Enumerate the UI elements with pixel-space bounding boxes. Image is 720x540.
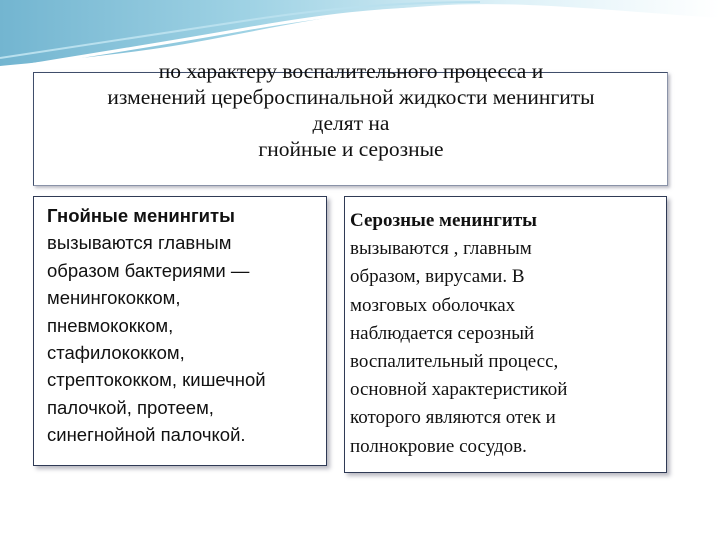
card-line: синегнойной палочкой. bbox=[47, 424, 246, 446]
card-line: палочкой, протеем, bbox=[47, 396, 214, 418]
card-line: стрептококком, кишечной bbox=[47, 369, 266, 391]
card-title: Серозные менингиты bbox=[350, 210, 538, 231]
card-line: стафилококком, bbox=[47, 342, 185, 364]
purulent-meningitis-text bbox=[47, 202, 332, 449]
heading bbox=[27, 58, 675, 162]
heading-line-1: по характеру воспалительного процесса и bbox=[158, 59, 544, 83]
card-title: Гнойные менингиты bbox=[47, 205, 235, 226]
card-line: которого являются отек и bbox=[350, 407, 556, 429]
card-line: полнокровие сосудов. bbox=[350, 435, 527, 457]
card-line: воспалительный процесс, bbox=[350, 351, 559, 373]
card-line: вызываются , главным bbox=[350, 238, 532, 260]
card-line: менингококком, bbox=[47, 287, 181, 309]
serous-meningitis-card bbox=[344, 196, 667, 473]
heading-line-4: гнойные и серозные bbox=[258, 137, 444, 161]
purulent-meningitis-card bbox=[33, 196, 327, 466]
card-line: образом, вирусами. В bbox=[350, 266, 525, 288]
card-line: образом бактериями — bbox=[47, 259, 250, 281]
card-line: основной характеристикой bbox=[350, 379, 568, 401]
card-line: вызываются главным bbox=[47, 232, 232, 254]
serous-meningitis-text bbox=[350, 207, 668, 461]
heading-line-3: делят на bbox=[312, 111, 390, 135]
heading-line-2: изменений цереброспинальной жидкости менингиты bbox=[107, 85, 595, 109]
card-line: наблюдается серозный bbox=[350, 322, 535, 344]
card-line: мозговых оболочках bbox=[350, 294, 516, 316]
card-line: пневмококком, bbox=[47, 314, 174, 336]
